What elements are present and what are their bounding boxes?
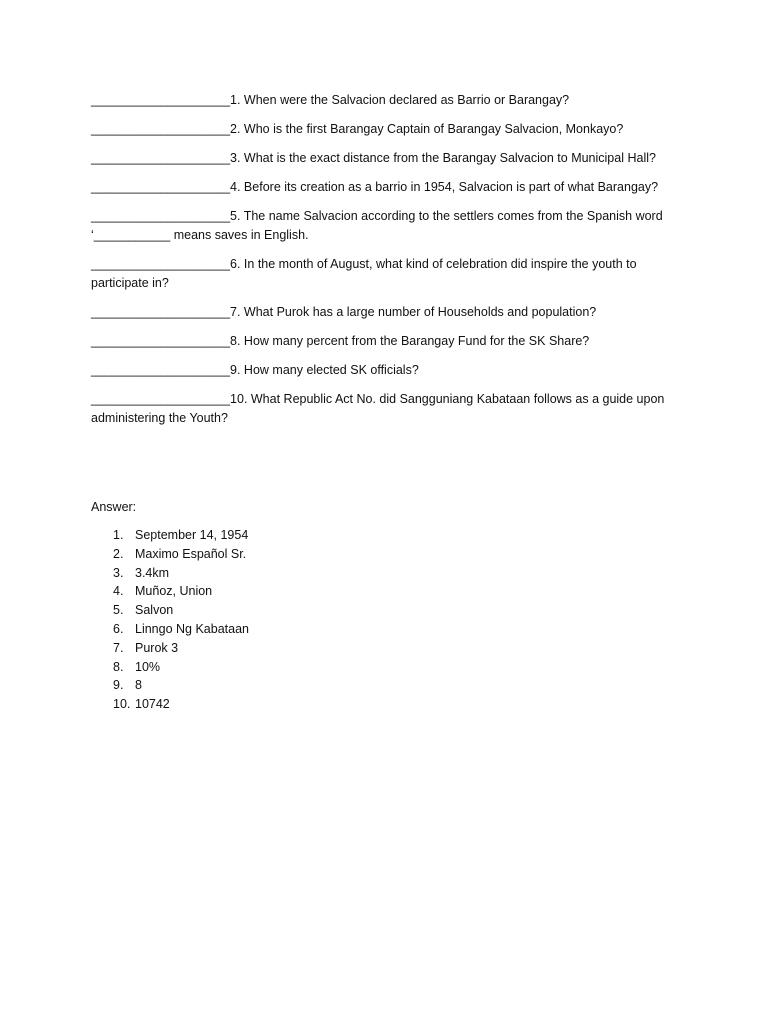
answer-item-10 [91,695,681,714]
answer-text: 3.4km [135,565,170,580]
answer-text: September 14, 1954 [135,528,249,542]
answer-text: 10742 [135,697,170,712]
answer-number: 2. [113,546,124,561]
answer-number: 7. [113,640,124,655]
answer-text: Muñoz, Union [135,584,213,599]
question-6: ____________________6. In the month of August, what kind of celebration did inspire the youth to participate in? [91,257,637,290]
answer-item-8 [91,658,681,677]
answer-text: Salvon [135,603,174,618]
answer-list [91,526,681,714]
answer-text: Purok 3 [135,640,179,655]
answer-item-6 [91,620,681,639]
question-7: ____________________7. What Purok has a large number of Households and population? [91,305,597,319]
question-1: ____________________1. When were the Salvacion declared as Barrio or Barangay? [91,93,570,107]
answer-number: 9. [113,678,124,693]
answer-number: 4. [113,584,124,599]
answer-item-5 [91,601,681,620]
answer-text: Linngo Ng Kabataan [135,621,249,636]
answer-item-1 [91,526,681,545]
answer-text: 8 [135,678,142,693]
quiz-document [91,91,681,714]
question-8: ____________________8. How many percent from the Barangay Fund for the SK Share? [91,334,590,348]
answer-text: Maximo Español Sr. [135,546,247,561]
answer-number: 3. [113,565,124,580]
question-3: ____________________3. What is the exact distance from the Barangay Salvacion to Municipal Hall? [91,151,656,165]
question-9: ____________________9. How many elected SK officials? [91,363,419,377]
question-5: ____________________5. The name Salvacion according to the settlers comes from the Spanish word ‘___________ means saves in English. [91,209,663,242]
question-10: ____________________10. What Republic Act No. did Sangguniang Kabataan follows as a guide upon administering the Youth? [91,392,665,425]
answer-number: 6. [113,621,124,636]
answer-item-7 [91,639,681,658]
answers-heading: Answer: [91,500,137,514]
answer-item-4 [91,582,681,601]
answer-text: 10% [135,659,161,674]
answer-number: 5. [113,603,124,618]
answer-item-2 [91,545,681,564]
answer-number: 10. [113,697,131,712]
answer-number: 1. [113,528,124,542]
question-2: ____________________2. Who is the first Barangay Captain of Barangay Salvacion, Monkayo? [91,122,624,136]
answer-number: 8. [113,659,124,674]
answer-item-3 [91,564,681,583]
answer-item-9 [91,676,681,695]
question-4: ____________________4. Before its creation as a barrio in 1954, Salvacion is part of what Barangay? [91,180,659,194]
